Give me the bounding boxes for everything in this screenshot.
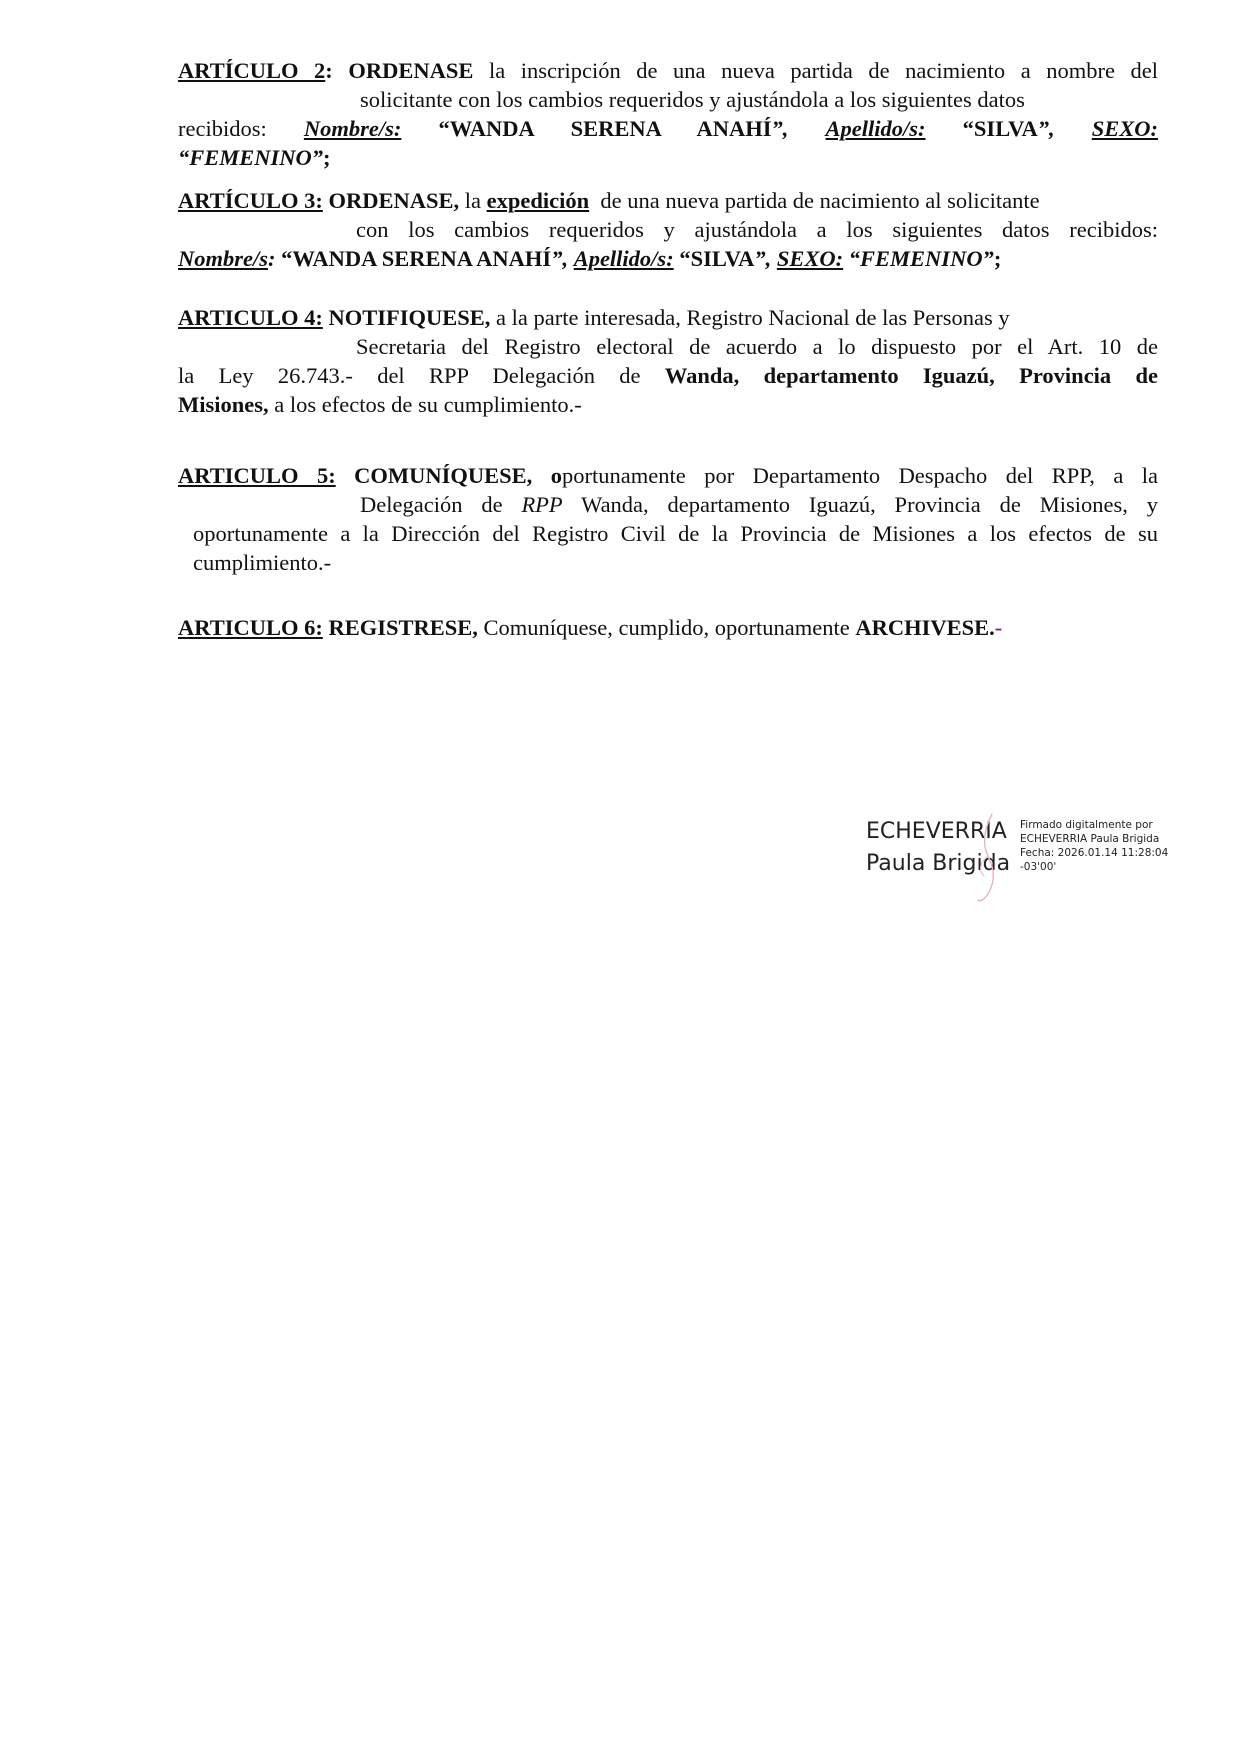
article-6-label: ARTICULO 6: bbox=[178, 615, 323, 640]
apellido-value: “SILVA bbox=[962, 116, 1038, 141]
article-2 bbox=[178, 56, 1158, 172]
article-2-label: ARTÍCULO 2 bbox=[178, 58, 326, 83]
article-2-verb: ORDENASE bbox=[348, 58, 474, 83]
article-6-verb: REGISTRESE, bbox=[328, 615, 478, 640]
nombre-label: Nombre/s bbox=[178, 246, 268, 271]
signature-date: Fecha: 2026.01.14 11:28:04 bbox=[1020, 847, 1169, 859]
signer-given-names: Paula Brigida bbox=[866, 851, 1011, 876]
nombre-value: “WANDA SERENA ANAHÍ bbox=[281, 246, 552, 271]
article-3-line-2: con los cambios requeridos y ajustándola a los siguientes datos recibidos: bbox=[356, 217, 1158, 242]
signature-timezone: -03'00' bbox=[1020, 861, 1057, 873]
article-4-verb: NOTIFIQUESE, bbox=[328, 305, 491, 330]
apellido-label: Apellido/s: bbox=[825, 116, 926, 141]
expedicion-keyword: expedición bbox=[486, 188, 590, 213]
resolution-body bbox=[178, 56, 1158, 642]
article-3-line-1: ARTÍCULO 3: ORDENASE, la expedición de una nueva partida de nacimiento al solicitante bbox=[178, 188, 1040, 213]
article-2-line-3: recibidos: Nombre/s: “WANDA SERENA ANAHÍ”, Apellido/s: “SILVA”, SEXO: bbox=[178, 116, 1159, 141]
article-4-line-2: Secretaria del Registro electoral de acuerdo a lo dispuesto por el Art. 10 de bbox=[356, 334, 1158, 359]
article-3-line-3: Nombre/s: “WANDA SERENA ANAHÍ”, Apellido/s: “SILVA”, SEXO: “FEMENINO”; bbox=[178, 246, 1002, 271]
article-6-line-1: ARTICULO 6: REGISTRESE, Comuníquese, cumplido, oportunamente ARCHIVESE.- bbox=[178, 615, 1003, 640]
signer-surname: ECHEVERRIA bbox=[866, 819, 1007, 844]
article-5-line-4: cumplimiento.- bbox=[193, 550, 332, 575]
article-3-verb: ORDENASE, bbox=[328, 188, 460, 213]
apellido-label: Apellido/s: bbox=[573, 246, 674, 271]
digital-signature bbox=[866, 816, 1186, 896]
article-6 bbox=[178, 613, 1158, 642]
article-4-line-1: ARTICULO 4: NOTIFIQUESE, a la parte interesada, Registro Nacional de las Personas y bbox=[178, 305, 1010, 330]
signature-flourish-icon bbox=[970, 810, 1010, 906]
signature-details bbox=[1020, 818, 1168, 874]
nombre-value: “WANDA SERENA ANAHÍ bbox=[438, 116, 772, 141]
article-5-label: ARTICULO 5: bbox=[178, 463, 336, 488]
article-4 bbox=[178, 303, 1158, 419]
sexo-label: SEXO: bbox=[776, 246, 844, 271]
article-5 bbox=[178, 461, 1158, 577]
sexo-value: “FEMENINO” bbox=[178, 145, 324, 170]
article-3 bbox=[178, 186, 1158, 273]
article-2-line-2: solicitante con los cambios requeridos y ajustándola a los siguientes datos bbox=[360, 87, 1025, 112]
apellido-value: “SILVA bbox=[679, 246, 755, 271]
article-5-verb: COMUNÍQUESE, bbox=[354, 463, 533, 488]
article-4-line-3: la Ley 26.743.- del RPP Delegación de Wanda, departamento Iguazú, Provincia de bbox=[178, 363, 1159, 388]
article-5-line-1: ARTICULO 5: COMUNÍQUESE, oportunamente por Departamento Despacho del RPP, a la bbox=[178, 463, 1159, 488]
signature-detail-line: ECHEVERRIA Paula Brigida bbox=[1020, 833, 1160, 845]
article-3-label: ARTÍCULO 3: bbox=[178, 188, 323, 213]
signature-detail-line: Firmado digitalmente por bbox=[1020, 819, 1153, 831]
sexo-label: SEXO: bbox=[1091, 116, 1159, 141]
sexo-value: “FEMENINO” bbox=[848, 246, 994, 271]
nombre-label: Nombre/s: bbox=[303, 116, 402, 141]
article-5-line-3: oportunamente a la Dirección del Registro Civil de la Provincia de Misiones a los efectos de su bbox=[193, 521, 1158, 546]
article-4-label: ARTICULO 4: bbox=[178, 305, 323, 330]
article-4-line-4: Misiones, a los efectos de su cumplimiento.- bbox=[178, 392, 582, 417]
article-5-line-2: Delegación de RPP Wanda, departamento Iguazú, Provincia de Misiones, y bbox=[360, 492, 1159, 517]
article-2-line-4: “FEMENINO”; bbox=[178, 145, 331, 170]
article-2-line-1: ARTÍCULO 2: ORDENASE la inscripción de una nueva partida de nacimiento a nombre del bbox=[178, 58, 1159, 83]
